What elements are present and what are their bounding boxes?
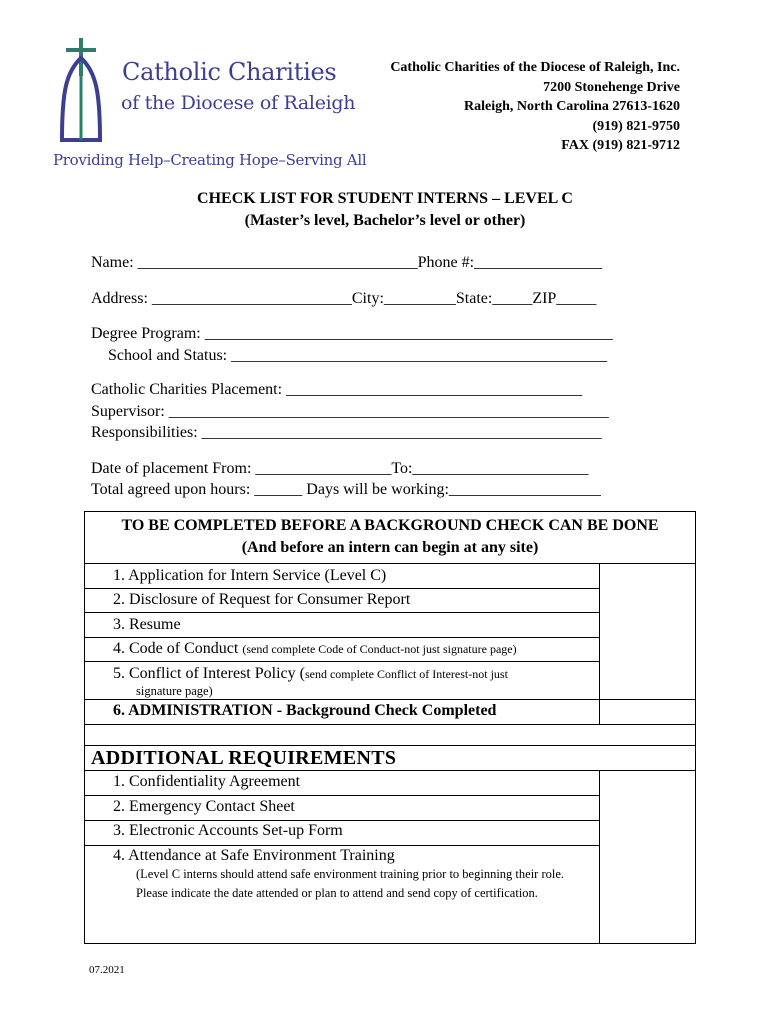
org-phone: (919) 821-9750 [592,118,680,134]
placement-date-field[interactable]: Date of placement From: _________________To:______________________ [91,460,589,477]
item-note-continued: signature page) [136,684,213,698]
org-address-block [390,58,680,156]
table-rule [84,745,696,746]
table-rule [84,637,600,638]
list-item: 5. Conflict of Interest Policy (send complete Conflict of Interest-not just [113,665,508,682]
list-item: 3. Electronic Accounts Set-up Form [113,822,343,839]
table-subheading: (And before an intern can begin at any site) [241,539,539,556]
cross-icon [52,36,112,148]
name-phone-field[interactable]: Name: ___________________________________Phone #:________________ [91,254,603,271]
logo-title: Catholic Charities [122,58,337,86]
list-item: 3. Resume [113,616,181,633]
list-item: 4. Code of Conduct (send complete Code of Conduct-not just signature page) [113,640,517,657]
table-rule [84,724,696,725]
address-field[interactable]: Address: _________________________City:_________State:_____ZIP_____ [91,290,597,307]
item-note: (send complete Code of Conduct-not just signature page) [242,642,517,656]
table-rule [84,612,600,613]
org-fax: FAX (919) 821-9712 [561,138,680,153]
checkbox-column-divider [599,563,600,724]
page-title: CHECK LIST FOR STUDENT INTERNS – LEVEL C [197,190,573,207]
org-name: Catholic Charities of the Diocese of Raleigh, Inc. [390,60,680,75]
table-heading: TO BE COMPLETED BEFORE A BACKGROUND CHECK CAN BE DONE [121,517,659,534]
logo-tagline: Providing Help–Creating Hope–Serving All [53,151,367,169]
additional-requirements-heading: ADDITIONAL REQUIREMENTS [91,747,397,769]
supervisor-field[interactable]: Supervisor: _______________________________________________________ [91,403,609,420]
table-rule [84,795,600,796]
responsibilities-field[interactable]: Responsibilities: __________________________________________________ [91,424,602,441]
degree-program-field[interactable]: Degree Program: ___________________________________________________ [91,325,613,342]
logo-subtitle: of the Diocese of Raleigh [121,92,356,114]
table-rule [84,770,696,771]
table-rule [84,563,696,564]
item-note: send complete Conflict of Interest-not just [304,667,508,681]
training-note: (Level C interns should attend safe environment training prior to beginning their role. Please indicate the date attended or plan to attend and send copy of certification. [136,867,565,900]
list-item: 1. Confidentiality Agreement [113,773,301,790]
version-code: 07.2021 [89,964,125,976]
table-rule [84,588,600,589]
org-city: Raleigh, North Carolina 27613-1620 [464,99,680,114]
list-item: 6. ADMINISTRATION - Background Check Completed [113,702,497,719]
list-item: 4. Attendance at Safe Environment Training [113,847,395,864]
table-rule [84,661,600,662]
school-status-field[interactable]: School and Status: _______________________________________________ [108,347,608,364]
list-item: 1. Application for Intern Service (Level C) [113,567,387,584]
list-item: 2. Disclosure of Request for Consumer Report [113,591,411,608]
hours-days-field[interactable]: Total agreed upon hours: ______ Days will be working:___________________ [91,481,601,498]
list-item: 2. Emergency Contact Sheet [113,798,295,815]
checkbox-column-divider [599,770,600,944]
org-street: 7200 Stonehenge Drive [543,79,680,95]
placement-field[interactable]: Catholic Charities Placement: _____________________________________ [91,381,583,398]
page-subtitle: (Master’s level, Bachelor’s level or other) [244,212,526,229]
